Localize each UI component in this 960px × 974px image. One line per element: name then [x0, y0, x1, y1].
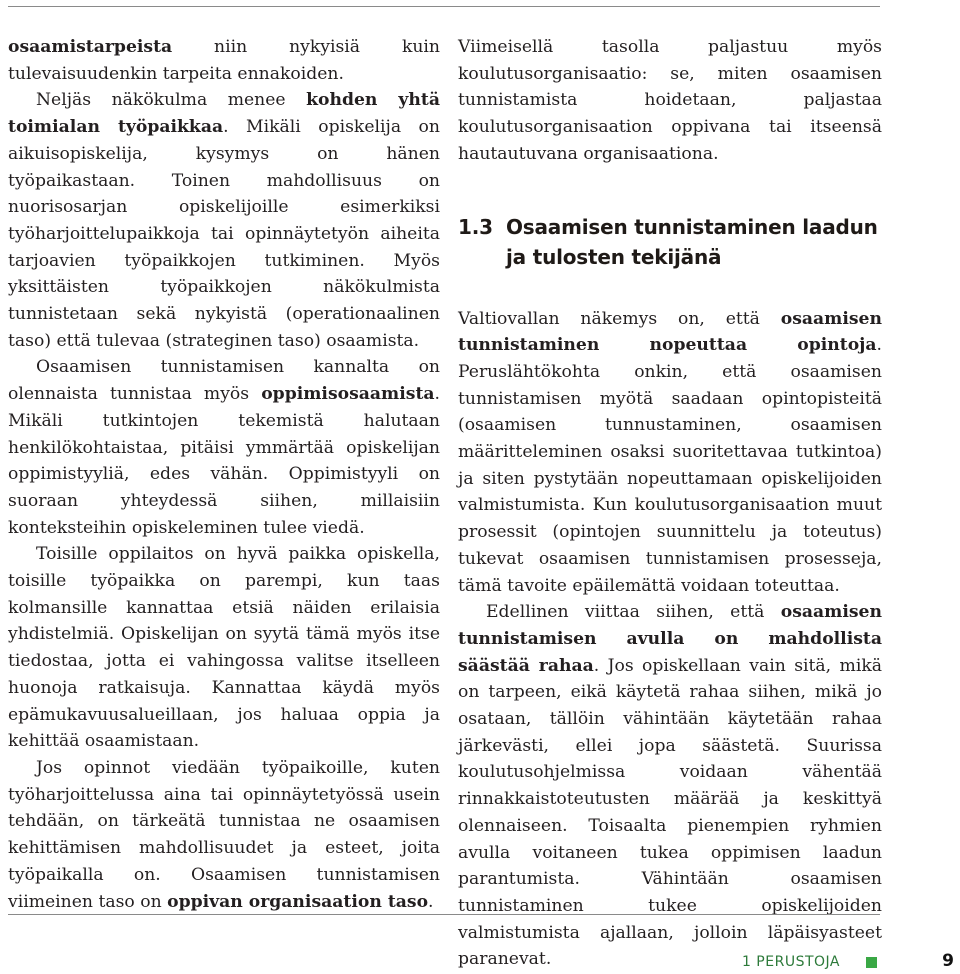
left-paragraph-1: osaamistarpeista niin nykyisiä kuin tulevaisuudenkin tarpeita ennakoiden. — [8, 37, 440, 84]
section-heading — [458, 212, 882, 272]
bottom-rule — [8, 914, 880, 915]
right-paragraph-3: Edellinen viittaa siihen, että osaamisen tunnistamisen avulla on mahdollista säästää rahaa. Jos opiskellaan vain sitä, mikä on tarpeen, eikä käytetä rahaa siihen, mikä jo osataan, tällöin vähintään käytetään rahaa järkevästi, ellei jopa säästetä. Suurissa koulutusohjelmissa voidaan vähentää rinnakkaistoteutusten määrää ja keskittyä olennaiseen. Toisaalta pienempien ryhmien avulla voitaneen tukea oppimisen laadun parantumista. Vähintään osaamisen tunnistaminen tukee opiskelijoiden valmistumista ajallaan, jolloin läpäisyasteet paranevat. — [458, 602, 882, 970]
left-paragraph-5: Jos opinnot viedään työpaikoille, kuten työharjoittelussa aina tai opinnäytetyössä usein tehdään, on tärkeätä tunnistaa ne osaamisen kehittämisen mahdollisuudet ja esteet, joita työpaikalla on. Osaamisen tunnistamisen viimeinen taso on oppivan organisaation taso. — [8, 757, 440, 912]
right-paragraph-1: Viimeisellä tasolla paljastuu myös koulutusorganisaatio: se, miten osaamisen tunnistamista hoidetaan, paljastaa koulutusorganisaation oppivana tai itseensä hautautuvana organisaationa. — [458, 37, 882, 164]
top-rule — [8, 6, 880, 7]
left-paragraph-3: Osaamisen tunnistamisen kannalta on olennaista tunnistaa myös oppimisosaamista. Mikäli tutkintojen tekemistä halutaan henkilökohtaistaa, pitäisi ymmärtää opiskelijan oppimistyyliä, edes vähän. Oppimistyyli on suoraan yhteydessä siihen, millaisiin konteksteihin opiskeleminen tulee viedä. — [8, 357, 440, 538]
right-column — [458, 34, 882, 973]
footer-section-label: 1 PERUSTOJA — [741, 954, 840, 970]
page-number: 9 — [942, 951, 954, 971]
bold-term: osaamisen tunnistaminen nopeuttaa opintoja — [458, 308, 882, 356]
bold-term: osaamisen tunnistamisen avulla on mahdollista säästää rahaa — [458, 602, 882, 676]
section-heading-text: Osaamisen tunnistaminen laadun ja tulosten tekijänä — [506, 214, 878, 269]
bold-term: osaamistarpeista — [8, 37, 173, 57]
left-paragraph-2: Neljäs näkökulma menee kohden yhtä toimialan työpaikkaa. Mikäli opiskelija on aikuisopiskelija, kysymys on hänen työpaikastaan. Toinen mahdollisuus on nuorisosarjan opiskelijoille esimerkiksi työharjoittelupaikkoja tai opinnäytetyön aiheita tarjoavien työpaikkojen tutkiminen. Myös yksittäisten työpaikkojen näkökulmista tunnistetaan sekä nykyistä (operationaalinen taso) että tulevaa (strateginen taso) osaamista. — [8, 90, 440, 351]
bold-term: oppivan organisaation taso — [167, 891, 429, 912]
section-heading-number: 1.3 — [458, 214, 493, 239]
left-paragraph-4: Toisille oppilaitos on hyvä paikka opiskella, toisille työpaikka on parempi, kun taas kolmansille kannattaa etsiä näiden erilaisia yhdistelmiä. Opiskelijan on syytä tämä myös itse tiedostaa, jotta ei vahingossa valitse itselleen huonoja ratkaisuja. Kannattaa käydä myös epämukavuusalueillaan, jos haluaa oppia ja kehittää osaamistaan. — [8, 544, 440, 752]
bold-term: oppimisosaamista — [261, 384, 435, 405]
green-square-icon — [866, 957, 877, 968]
bold-term: kohden yhtä toimialan työpaikkaa — [8, 90, 440, 138]
right-paragraph-2: Valtiovallan näkemys on, että osaamisen tunnistaminen nopeuttaa opintoja. Peruslähtökohta onkin, että osaamisen tunnistamisen myötä saadaan opintopisteitä (osaamisen tunnustaminen, osaamisen määritteleminen osaksi suoritettavaa tutkintoa) ja siten pystytään nopeuttamaan opiskelijoiden valmistumista. Kun koulutusorganisaation muut prosessit (opintojen suunnittelu ja toteutus) tukevat osaamisen tunnistamisen prosesseja, tämä tavoite epäilemättä voidaan toteuttaa. — [458, 308, 882, 596]
left-column — [8, 34, 440, 915]
page-footer — [0, 952, 960, 972]
